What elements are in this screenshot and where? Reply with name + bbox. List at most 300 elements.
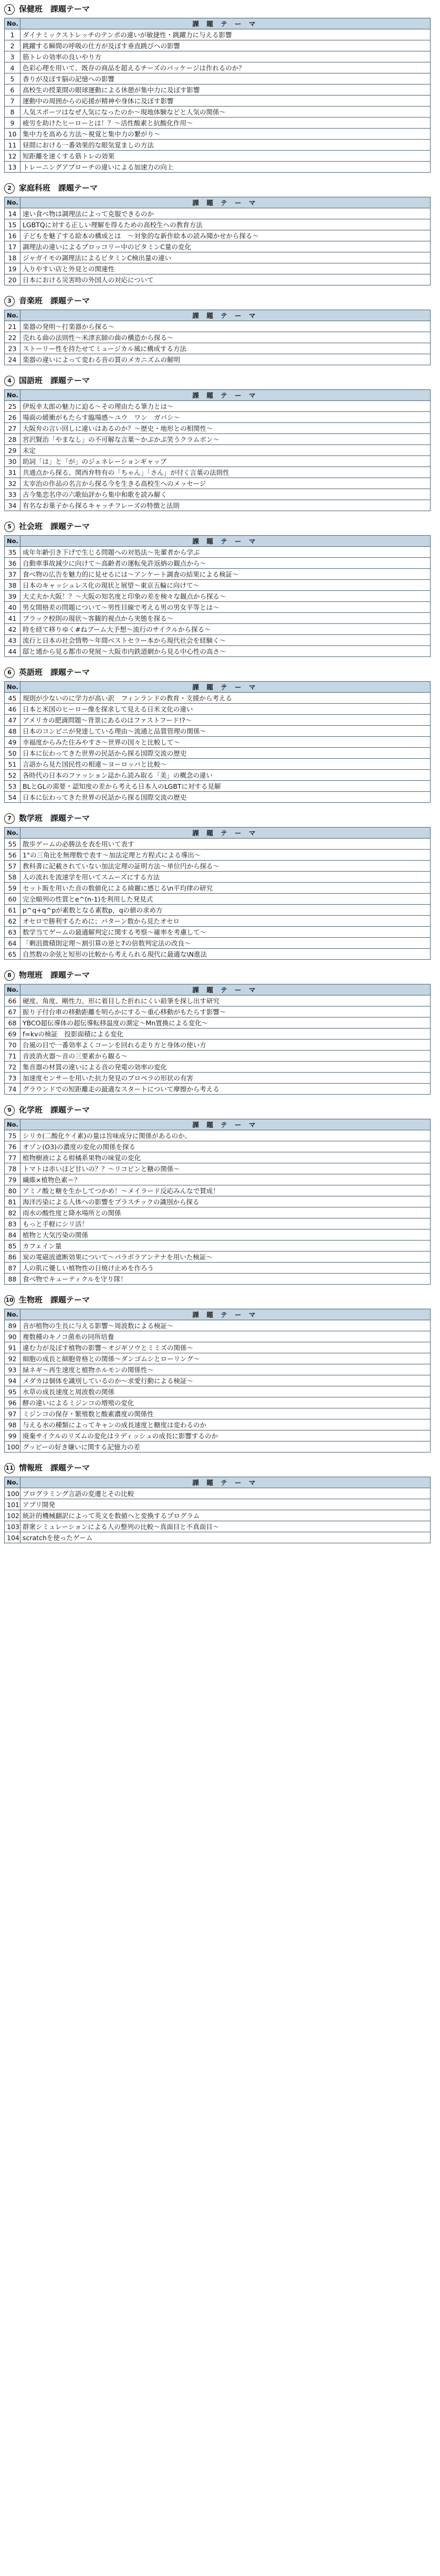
row-theme: 散歩ゲームの必勝法を表を用いて表す xyxy=(20,839,431,850)
row-theme: 違む力が及ぼす植物の影響～オジギソウとミミズの関係～ xyxy=(20,1342,431,1353)
section-title: 物理班 課題テーマ xyxy=(19,970,90,980)
header-no: No. xyxy=(5,828,20,839)
row-number: 55 xyxy=(5,839,20,850)
table-row xyxy=(5,1441,431,1453)
table-row xyxy=(5,704,431,715)
row-theme: BLとGLの需要・認知度の差から考える日本人のLGBTに対する見解 xyxy=(20,781,431,792)
table-row xyxy=(5,927,431,938)
section-title: 国語班 課題テーマ xyxy=(19,376,90,385)
theme-table xyxy=(4,310,431,365)
table-row xyxy=(5,1408,431,1419)
row-theme: 植物樹液による柑橘系果物の味覚の変化 xyxy=(20,1152,431,1163)
row-theme: 日本のコンビニが発達している理由～流通と品質管理の関係～ xyxy=(20,726,431,737)
table-row xyxy=(5,84,431,96)
row-theme: 昼間における一番効果的な眼気覚ましの方法 xyxy=(20,140,431,151)
row-number: 95 xyxy=(5,1386,20,1397)
row-number: 31 xyxy=(5,467,20,478)
table-row xyxy=(5,252,431,263)
row-number: 20 xyxy=(5,274,20,285)
row-theme: 音波消火器～音の三要素から観る～ xyxy=(20,1051,431,1062)
section-heading xyxy=(4,666,431,678)
section xyxy=(4,375,431,511)
row-number: 64 xyxy=(5,938,20,949)
table-row xyxy=(5,781,431,792)
row-number: 38 xyxy=(5,580,20,591)
row-number: 19 xyxy=(5,263,20,274)
section xyxy=(4,1104,431,1285)
row-theme: 人気スポーツはなぜ人気になったのか～現地体験などと人気の関係～ xyxy=(20,107,431,118)
row-number: 10 xyxy=(5,129,20,140)
theme-table xyxy=(4,197,431,285)
table-row xyxy=(5,321,431,332)
row-number: 90 xyxy=(5,1331,20,1342)
row-number: 54 xyxy=(5,792,20,803)
row-theme: 与える水の種類によってキャンの成長速度と糖度は変わるのか xyxy=(20,1419,431,1430)
row-number: 44 xyxy=(5,646,20,657)
header-theme: 課 題 テ ー マ xyxy=(20,682,431,693)
row-theme: YBCO超伝導体の超伝導転移温度の測定～Mn置換による変化～ xyxy=(20,1017,431,1029)
section xyxy=(4,182,431,285)
row-number: 7 xyxy=(5,96,20,107)
section xyxy=(4,1294,431,1453)
table-row xyxy=(5,1073,431,1084)
section-number-badge: 1 xyxy=(4,4,15,15)
table-row xyxy=(5,107,431,118)
row-number: 71 xyxy=(5,1051,20,1062)
row-number: 101 xyxy=(5,1499,20,1510)
row-theme: 硬度、角度、剛性力、形に着目した折れにくい鉛筆を探し出す研究 xyxy=(20,995,431,1006)
row-number: 13 xyxy=(5,162,20,173)
section-title: 生物班 課題テーマ xyxy=(19,1295,90,1305)
section xyxy=(4,666,431,803)
section-heading xyxy=(4,812,431,824)
row-theme: 食べ物でキューティクルを守り隊！ xyxy=(20,1274,431,1285)
section xyxy=(4,1462,431,1543)
table-row xyxy=(5,883,431,894)
row-number: 88 xyxy=(5,1274,20,1285)
row-number: 23 xyxy=(5,343,20,354)
row-number: 74 xyxy=(5,1084,20,1095)
table-row xyxy=(5,1263,431,1274)
row-theme: アメリカの肥満問題～背景にあるのはファストフード!?～ xyxy=(20,715,431,726)
header-no: No. xyxy=(5,18,20,29)
row-number: 47 xyxy=(5,715,20,726)
section-number-badge: 3 xyxy=(4,296,15,306)
row-theme: 台風の目で一番効率よくコーンを回れる走り方と身体の使い方 xyxy=(20,1040,431,1051)
section-number-badge: 5 xyxy=(4,522,15,532)
section-heading xyxy=(4,1104,431,1116)
table-row xyxy=(5,1532,431,1543)
table-row xyxy=(5,861,431,872)
row-theme: メダカは個体を識別しているのか～求愛行動による検証～ xyxy=(20,1375,431,1386)
header-theme: 課 題 テ ー マ xyxy=(20,390,431,401)
row-theme: 成年年齢引き下げで生じる問題への対処法～先輩者から学ぶ xyxy=(20,547,431,558)
row-theme: 入りやすい店と外見との関連性 xyxy=(20,263,431,274)
row-number: 16 xyxy=(5,230,20,241)
row-theme: オセロで勝利するために；パターン数から見たオセロ xyxy=(20,916,431,927)
row-number: 61 xyxy=(5,905,20,916)
row-theme: 助詞「は」と「が」のジェネレーションギャップ xyxy=(20,456,431,467)
row-number: 46 xyxy=(5,704,20,715)
row-number: 9 xyxy=(5,118,20,129)
row-theme: 宮沢賢治「やまなし」の不可解な言葉～かぷかぷ笑うクラムボン～ xyxy=(20,434,431,445)
row-number: 58 xyxy=(5,872,20,883)
row-number: 81 xyxy=(5,1196,20,1207)
header-theme: 課 題 テ ー マ xyxy=(20,18,431,29)
row-theme: ジャガイモの調理法によるビタミンC検出量の違い xyxy=(20,252,431,263)
row-number: 60 xyxy=(5,894,20,905)
row-number: 52 xyxy=(5,770,20,781)
row-theme: 運動中の周囲からの応援が精神や身体に及ぼす影響 xyxy=(20,96,431,107)
table-row xyxy=(5,916,431,927)
table-row xyxy=(5,1510,431,1521)
row-number: 84 xyxy=(5,1229,20,1241)
row-number: 62 xyxy=(5,916,20,927)
row-number: 69 xyxy=(5,1029,20,1040)
table-row xyxy=(5,580,431,591)
table-row xyxy=(5,1430,431,1441)
section xyxy=(4,521,431,657)
section xyxy=(4,3,431,173)
row-theme: 短距離を速くする筋トレの効果 xyxy=(20,151,431,162)
table-row xyxy=(5,1499,431,1510)
table-row xyxy=(5,558,431,569)
table-row xyxy=(5,1364,431,1375)
table-row xyxy=(5,737,431,748)
row-number: 14 xyxy=(5,208,20,219)
table-row xyxy=(5,591,431,602)
row-theme: 高校生の授業間の眼球運動による休憩が集中力に及ぼす影響 xyxy=(20,84,431,96)
header-no: No. xyxy=(5,984,20,995)
header-theme: 課 題 テ ー マ xyxy=(20,197,431,208)
row-number: 76 xyxy=(5,1141,20,1152)
theme-table xyxy=(4,1309,431,1453)
table-row xyxy=(5,29,431,40)
row-theme: 細胞の成長と細胞骨格との関係～ダンゴムシとローリング～ xyxy=(20,1353,431,1364)
theme-sections xyxy=(0,3,440,1543)
table-row xyxy=(5,1174,431,1185)
row-theme: 炭の電磁波遮断効果について～パラボラアンテナを用いた検証～ xyxy=(20,1252,431,1263)
row-theme: カフェイン量 xyxy=(20,1241,431,1252)
theme-table xyxy=(4,535,431,657)
row-number: 94 xyxy=(5,1375,20,1386)
table-row xyxy=(5,230,431,241)
table-row xyxy=(5,274,431,285)
row-number: 21 xyxy=(5,321,20,332)
row-theme: アミノ酸と糖を生かしてつかめ！～メイラード反応みんなで賛成！ xyxy=(20,1185,431,1196)
row-number: 65 xyxy=(5,949,20,960)
table-row xyxy=(5,759,431,770)
row-theme: 楽器の違いによって変わる音の質のメカニズムの解明 xyxy=(20,354,431,365)
row-theme: 1°の三角比を無理数で表す～加法定理と方程式による導出～ xyxy=(20,850,431,861)
theme-table xyxy=(4,1477,431,1543)
header-no: No. xyxy=(5,1119,20,1130)
table-row xyxy=(5,263,431,274)
row-theme: 伊坂幸太郎の魅力に迫る～その理由たる筆力とは～ xyxy=(20,401,431,412)
table-row xyxy=(5,1040,431,1051)
table-row xyxy=(5,1029,431,1040)
table-row xyxy=(5,693,431,704)
table-row xyxy=(5,839,431,850)
section-number-badge: 10 xyxy=(4,1295,15,1306)
row-theme: ブラック校則の現状～客観的視点から実態を探る～ xyxy=(20,613,431,624)
row-theme: 緑ネギ～再生速度と植物ホルモンの関係性～ xyxy=(20,1364,431,1375)
row-theme: 跳躍する瞬間の呼吸の仕方が及ぼす垂直跳びへの影響 xyxy=(20,40,431,51)
table-row xyxy=(5,478,431,489)
row-theme: 教科書に記載されていない加法定理の証明方法～単位円から探る～ xyxy=(20,861,431,872)
section-title: 英語班 課題テーマ xyxy=(19,667,90,677)
row-number: 36 xyxy=(5,558,20,569)
row-theme: 人の流れを流速学を用いてスムーズにする方法 xyxy=(20,872,431,883)
table-row xyxy=(5,332,431,343)
row-theme: 男女間格差の問題について～男性目線で考える男の男女平等とは～ xyxy=(20,602,431,613)
table-row xyxy=(5,624,431,635)
row-theme: 自動車事故減少に向けて～高齢者の運転免許返納の観点から～ xyxy=(20,558,431,569)
table-header-row xyxy=(5,828,431,839)
row-number: 63 xyxy=(5,927,20,938)
section-heading xyxy=(4,1294,431,1306)
table-row xyxy=(5,401,431,412)
row-theme: 海洋汚染による人体への影響をプラスチックの識別から探る xyxy=(20,1196,431,1207)
row-number: 24 xyxy=(5,354,20,365)
table-row xyxy=(5,1141,431,1152)
theme-table xyxy=(4,984,431,1095)
row-theme: アプリ開発 xyxy=(20,1499,431,1510)
row-theme: 加速度センサーを用いた抗力発見のプロペラの形状の有害 xyxy=(20,1073,431,1084)
table-row xyxy=(5,1252,431,1263)
row-theme: 食べ物の広告を魅力的に見せるには～アンケート調査の結果による検証～ xyxy=(20,569,431,580)
row-theme: 売れる曲の法則性～米津玄師の曲の構造から探る～ xyxy=(20,332,431,343)
table-header-row xyxy=(5,984,431,995)
header-no: No. xyxy=(5,197,20,208)
row-number: 33 xyxy=(5,489,20,500)
row-theme: トマトは赤いほど甘いの？？～リコピンと糖の関係～ xyxy=(20,1163,431,1174)
table-row xyxy=(5,1062,431,1073)
header-no: No. xyxy=(5,1309,20,1320)
row-number: 86 xyxy=(5,1252,20,1263)
table-row xyxy=(5,894,431,905)
table-row xyxy=(5,715,431,726)
row-theme: 言語から見た国民性の相違～ヨーロッパと比較～ xyxy=(20,759,431,770)
row-number: 100 xyxy=(5,1488,20,1499)
row-theme: 色彩心理を用いて、既存の商品を超えるチーズのパッケージは作れるのか？ xyxy=(20,62,431,73)
section xyxy=(4,295,431,365)
table-row xyxy=(5,1152,431,1163)
table-header-row xyxy=(5,536,431,547)
section-heading xyxy=(4,1462,431,1473)
row-theme: 各時代の日本のファッション誌から読み取る「美」の概念の違い xyxy=(20,770,431,781)
section-title: 家庭科班 課題テーマ xyxy=(19,183,98,193)
row-theme: 筋トレの効率の良いやり方 xyxy=(20,51,431,62)
row-number: 80 xyxy=(5,1185,20,1196)
row-number: 11 xyxy=(5,140,20,151)
row-theme: 自然数の余弦と短形の比較から考えられる現代に最適な\N進法 xyxy=(20,949,431,960)
row-number: 59 xyxy=(5,883,20,894)
table-row xyxy=(5,1218,431,1229)
table-row xyxy=(5,635,431,646)
row-theme: 音が植物の生長に与える影響～周波数による検証～ xyxy=(20,1320,431,1331)
row-theme: 完全順列の性質とe^(n-1)を利用した発見式 xyxy=(20,894,431,905)
row-theme: グッピーの好き嫌いに関する記憶力の差 xyxy=(20,1441,431,1453)
section xyxy=(4,812,431,960)
row-number: 68 xyxy=(5,1017,20,1029)
table-row xyxy=(5,241,431,252)
row-number: 48 xyxy=(5,726,20,737)
row-theme: f=kvの検証 投影面積による変化 xyxy=(20,1029,431,1040)
row-number: 99 xyxy=(5,1430,20,1441)
row-theme: 植物と大気汚染の関係 xyxy=(20,1229,431,1241)
row-number: 2 xyxy=(5,40,20,51)
row-number: 93 xyxy=(5,1364,20,1375)
header-theme: 課 題 テ ー マ xyxy=(20,1119,431,1130)
row-number: 43 xyxy=(5,635,20,646)
row-theme: 「剰沮微積則定理～割引算の逆と7の倍数判定法の改良～ xyxy=(20,938,431,949)
table-row xyxy=(5,1521,431,1532)
row-number: 75 xyxy=(5,1130,20,1141)
row-number: 72 xyxy=(5,1062,20,1073)
row-theme: 繊維×植物色素＝？ xyxy=(20,1174,431,1185)
table-row xyxy=(5,1375,431,1386)
table-header-row xyxy=(5,1119,431,1130)
table-row xyxy=(5,1229,431,1241)
table-row xyxy=(5,445,431,456)
table-row xyxy=(5,73,431,84)
section-heading xyxy=(4,3,431,15)
row-number: 77 xyxy=(5,1152,20,1163)
row-number: 85 xyxy=(5,1241,20,1252)
row-number: 39 xyxy=(5,591,20,602)
table-row xyxy=(5,646,431,657)
section-number-badge: 11 xyxy=(4,1463,15,1473)
table-row xyxy=(5,1386,431,1397)
row-number: 83 xyxy=(5,1218,20,1229)
row-theme: ストーリー性を持たせてミュージカル風に構成する方法 xyxy=(20,343,431,354)
table-row xyxy=(5,354,431,365)
row-number: 30 xyxy=(5,456,20,467)
header-theme: 課 題 テ ー マ xyxy=(20,536,431,547)
row-theme: 大阪弁の言い回しに違いはあるのか？～歴史・地形との相関性～ xyxy=(20,423,431,434)
table-row xyxy=(5,500,431,511)
table-row xyxy=(5,51,431,62)
row-theme: 調理法の違いによるブロッコリー中のビタミンC量の変化 xyxy=(20,241,431,252)
row-theme: プログラミング言語の変遷とその比較 xyxy=(20,1488,431,1499)
table-row xyxy=(5,219,431,230)
row-number: 5 xyxy=(5,73,20,84)
table-row xyxy=(5,1342,431,1353)
row-number: 18 xyxy=(5,252,20,263)
table-row xyxy=(5,1006,431,1017)
row-theme: 日本に伝わってきた世界の民話から探る国際交流の歴史 xyxy=(20,792,431,803)
theme-table xyxy=(4,827,431,960)
page xyxy=(0,3,440,2576)
row-theme: 数学当てゲームの最適解判定に関する考察～確率を考慮して～ xyxy=(20,927,431,938)
row-number: 32 xyxy=(5,478,20,489)
row-number: 12 xyxy=(5,151,20,162)
row-number: 97 xyxy=(5,1408,20,1419)
table-row xyxy=(5,905,431,916)
theme-table xyxy=(4,18,431,173)
row-number: 29 xyxy=(5,445,20,456)
table-row xyxy=(5,770,431,781)
row-number: 40 xyxy=(5,602,20,613)
theme-table xyxy=(4,681,431,803)
table-row xyxy=(5,569,431,580)
table-row xyxy=(5,151,431,162)
row-theme: オゾン(O3)の濃度の変化の関係を探る xyxy=(20,1141,431,1152)
section-title: 化学班 課題テーマ xyxy=(19,1105,90,1115)
row-number: 82 xyxy=(5,1207,20,1218)
table-row xyxy=(5,792,431,803)
row-theme: 速い食べ物は調理法によって克服できるのか xyxy=(20,208,431,219)
table-row xyxy=(5,467,431,478)
table-header-row xyxy=(5,18,431,29)
theme-table xyxy=(4,389,431,511)
table-row xyxy=(5,938,431,949)
row-number: 53 xyxy=(5,781,20,792)
table-row xyxy=(5,1320,431,1331)
row-number: 15 xyxy=(5,219,20,230)
table-row xyxy=(5,434,431,445)
table-row xyxy=(5,1353,431,1364)
table-header-row xyxy=(5,310,431,321)
row-number: 73 xyxy=(5,1073,20,1084)
table-header-row xyxy=(5,1309,431,1320)
row-number: 25 xyxy=(5,401,20,412)
row-theme: p^q+q^pが素数となる素数p，qの値の求め方 xyxy=(20,905,431,916)
row-theme: 場面の緩衝がもたらす臨場感～ユウ ワン ガバシ～ xyxy=(20,412,431,423)
section-number-badge: 2 xyxy=(4,183,15,194)
row-theme: 子どもを魅了する絵本の構成とは ～対象的な新作絵本の読み聞かせから探る～ xyxy=(20,230,431,241)
row-number: 41 xyxy=(5,613,20,624)
row-theme: 集中力を高める方法～視覚と集中力の繋がり～ xyxy=(20,129,431,140)
row-theme: ダイナミックストレッチのテンポの違いが敏捷性・跳躍力に与える影響 xyxy=(20,29,431,40)
table-row xyxy=(5,489,431,500)
table-row xyxy=(5,1397,431,1408)
table-row xyxy=(5,118,431,129)
row-theme: 太宰治の作品の名言から探る今を生きる高校生へのメッセージ xyxy=(20,478,431,489)
header-theme: 課 題 テ ー マ xyxy=(20,1477,431,1488)
table-row xyxy=(5,602,431,613)
row-number: 100 xyxy=(5,1441,20,1453)
row-theme: 疲労を助けたヒーローとは！？～活性酸素と抗酸化作用～ xyxy=(20,118,431,129)
table-row xyxy=(5,949,431,960)
row-number: 103 xyxy=(5,1521,20,1532)
table-row xyxy=(5,872,431,883)
row-number: 79 xyxy=(5,1174,20,1185)
table-row xyxy=(5,412,431,423)
row-number: 87 xyxy=(5,1263,20,1274)
row-number: 35 xyxy=(5,547,20,558)
table-row xyxy=(5,850,431,861)
row-theme: セット販を用いた音の数値化による綺麗に感じる\n平均律の研究 xyxy=(20,883,431,894)
row-theme: 未定 xyxy=(20,445,431,456)
section-number-badge: 4 xyxy=(4,376,15,386)
row-number: 42 xyxy=(5,624,20,635)
row-number: 8 xyxy=(5,107,20,118)
header-no: No. xyxy=(5,310,20,321)
row-theme: ミジンコの保存・繁殖数と酸素濃度の関係性 xyxy=(20,1408,431,1419)
row-theme: 複数種のキノコ菌糸の同所培養 xyxy=(20,1331,431,1342)
row-number: 49 xyxy=(5,737,20,748)
section-title: 社会班 課題テーマ xyxy=(19,522,90,531)
row-theme: 規則が少ないのに学力が高い訳 フィンランドの教育・支援から考える xyxy=(20,693,431,704)
row-theme: 雨水の酸性度と降水場所との関係 xyxy=(20,1207,431,1218)
table-header-row xyxy=(5,197,431,208)
row-number: 78 xyxy=(5,1163,20,1174)
table-row xyxy=(5,613,431,624)
row-number: 56 xyxy=(5,850,20,861)
table-row xyxy=(5,547,431,558)
